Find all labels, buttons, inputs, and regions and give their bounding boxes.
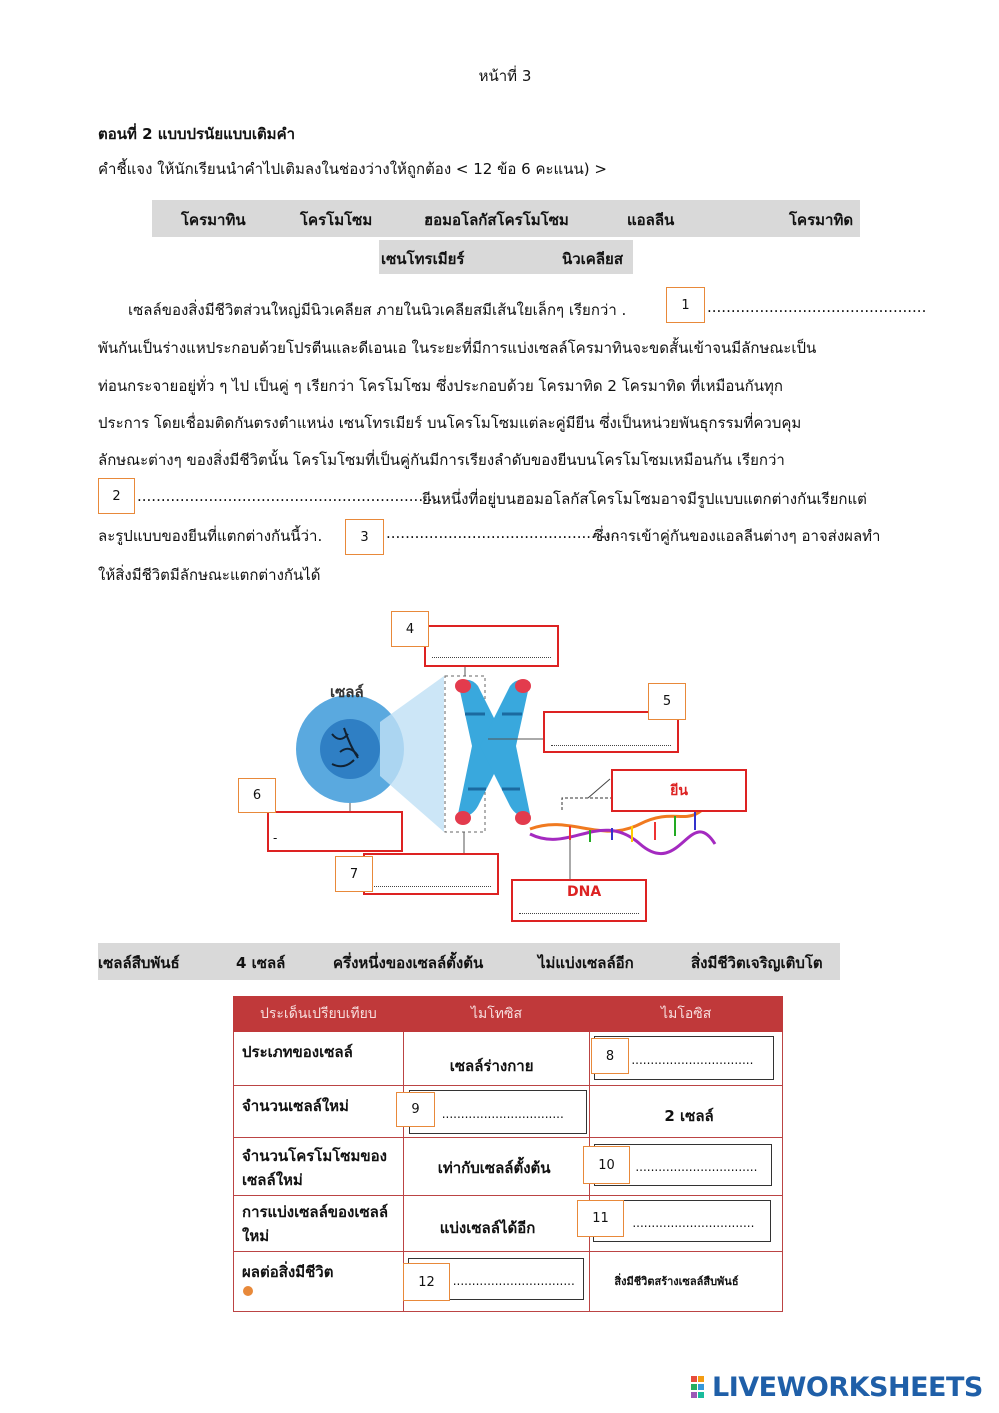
comparison-table <box>233 996 783 1312</box>
dna-label: DNA <box>567 884 602 900</box>
word-bank-item: ไม่แบ่งเซลล์อีก <box>538 954 634 972</box>
blank-6-input[interactable]: 6 <box>238 778 276 813</box>
liveworksheets-logo-icon <box>691 1376 711 1400</box>
chromatid-right <box>480 680 530 816</box>
word-bank-item: สิ่งมีชีวิตเจริญเติบโต <box>691 954 823 972</box>
answer-dots: ................................ <box>635 1160 758 1174</box>
paragraph-line: ให้สิ่งมีชีวิตมีลักษณะแตกต่างกันได้ <box>98 566 321 584</box>
word-bank-item: โครมาทิด <box>789 211 854 229</box>
blank-7-input[interactable]: 7 <box>335 856 373 892</box>
row-label: การแบ่งเซลล์ของเซลล์ใหม่ <box>242 1203 389 1245</box>
diagram-box-4 <box>424 625 559 667</box>
blank-9-input[interactable]: 9 <box>396 1092 435 1127</box>
answer-dots: ................................ <box>441 1107 564 1121</box>
answer-dots: ................................ <box>452 1274 575 1288</box>
word-bank-item: โครมาทิน <box>181 211 246 229</box>
word-bank-item: เซลล์สืบพันธ์ <box>98 954 180 972</box>
blank-4-input[interactable]: 4 <box>391 611 429 647</box>
mitosis-value: แบ่งเซลล์ได้อีก <box>439 1219 536 1237</box>
word-bank-item: 4 เซลล์ <box>236 954 286 972</box>
word-bank-item: แอลลีน <box>627 211 675 229</box>
paragraph-line: ลักษณะต่างๆ ของสิ่งมีชีวิตนั้น โครโมโซมที่เป็นคู่กันมีการเรียงลำดับของยีนบนโครโมโซมเหมือนกัน เรียกว่า <box>98 451 785 469</box>
column-header: ประเด็นเปรียบเทียบ <box>234 997 404 1032</box>
gene-label: ยีน <box>670 782 688 799</box>
box-6-mark: - <box>273 831 278 845</box>
paragraph-line: ละรูปแบบของยีนที่แตกต่างกันนี้ว่า. <box>98 527 323 545</box>
word-bank-item: นิวเคลียส <box>562 250 623 268</box>
word-bank-2 <box>98 943 840 980</box>
mitosis-answer-field <box>409 1090 587 1134</box>
blank-2-input[interactable]: 2 <box>98 478 135 514</box>
cell-label: เซลล์ <box>330 683 364 701</box>
table-row <box>234 1086 783 1138</box>
diagram-box-6 <box>267 811 403 852</box>
table-row <box>234 1196 783 1252</box>
word-bank-item: ครึ่งหนึ่งของเซลล์ตั้งต้น <box>333 954 484 972</box>
meiosis-value: สิ่งมีชีวิตสร้างเซลล์สืบพันธ์ <box>614 1275 739 1288</box>
mitosis-value: เท่ากับเซลล์ตั้งต้น <box>437 1159 551 1177</box>
paragraph-line: ประการ โดยเชื่อมติดกันตรงตำแหน่ง เซนโทรเมียร์ บนโครโมโซมแต่ละคู่มียีน ซึ่งเป็นหน่วยพันธุกรรมที่ควบคุม <box>98 414 802 432</box>
paragraph-line: เซลล์ของสิ่งมีชีวิตส่วนใหญ่มีนิวเคลียส ภายในนิวเคลียสมีเส้นใยเล็กๆ เรียกว่า . <box>128 301 627 319</box>
decor-dot <box>243 1286 253 1296</box>
row-label: จำนวนโครโมโซมของเซลล์ใหม่ <box>242 1147 387 1189</box>
instruction: คำชี้แจง ให้นักเรียนนำคำไปเติมลงในช่องว่างให้ถูกต้อง < 12 ข้อ 6 คะแนน) > <box>98 160 607 178</box>
blank-8-input[interactable]: 8 <box>591 1038 629 1074</box>
table-header-row <box>234 997 783 1032</box>
blank-1-input[interactable]: 1 <box>666 287 705 323</box>
paragraph-line: ท่อนกระจายอยู่ทั่ว ๆ ไป เป็นคู่ ๆ เรียกว่า โครโมโซม ซึ่งประกอบด้วย โครมาทิด 2 โครมาทิด ที่เหมือนกันทุก <box>98 377 783 395</box>
paragraph-dots: .............................................. <box>707 298 927 316</box>
row-label: ผลต่อสิ่งมีชีวิต <box>242 1263 334 1281</box>
word-bank-item: เซนโทรเมียร์ <box>381 250 465 268</box>
blank-5-input[interactable]: 5 <box>648 683 686 720</box>
answer-dots: ................................ <box>631 1053 754 1067</box>
dna-strand-2 <box>530 830 715 853</box>
row-label: จำนวนเซลล์ใหม่ <box>242 1097 349 1115</box>
word-bank-row-1 <box>152 200 860 237</box>
paragraph-dots: ............................................................... <box>137 487 438 505</box>
blank-11-input[interactable]: 11 <box>577 1200 624 1237</box>
answer-dots: ................................ <box>632 1216 755 1230</box>
blank-3-input[interactable]: 3 <box>345 519 384 555</box>
word-bank-item: ฮอมอโลกัสโครโมโซม <box>424 211 569 229</box>
mitosis-value: เซลล์ร่างกาย <box>449 1057 534 1075</box>
diagram-box-7 <box>363 853 499 895</box>
row-label: ประเภทของเซลล์ <box>242 1043 353 1061</box>
footer-brand[interactable]: LIVEWORKSHEETS <box>712 1372 983 1403</box>
paragraph-line: ยีนหนึ่งที่อยู่บนฮอมอโลกัสโครโมโซมอาจมีรูปแบบแตกต่างกันเรียกแต่ <box>422 490 867 508</box>
gene-label-box <box>611 769 747 812</box>
section-heading: ตอนที่ 2 แบบปรนัยแบบเติมคำ <box>98 125 296 143</box>
paragraph-line: ซึ่งการเข้าคู่กันของแอลลีนต่างๆ อาจส่งผลทำ <box>593 527 881 545</box>
word-bank-row-2 <box>379 240 633 274</box>
table-row <box>234 1252 783 1312</box>
paragraph-dots: .................................................. <box>386 524 625 542</box>
column-header: ไมโทซิส <box>403 997 590 1032</box>
word-bank-item: โครโมโซม <box>300 211 373 229</box>
meiosis-value: 2 เซลล์ <box>664 1107 714 1125</box>
column-header: ไมโอซิส <box>590 997 783 1032</box>
blank-10-input[interactable]: 10 <box>583 1146 630 1184</box>
table-row <box>234 1032 783 1086</box>
dna-label-box <box>511 879 647 922</box>
page-title: หน้าที่ 3 <box>478 67 532 85</box>
paragraph-line: พันกันเป็นร่างแหประกอบด้วยโปรตีนและดีเอนเอ ในระยะที่มีการแบ่งเซลล์โครมาทินจะขดสั้นเข้าจนมีลักษณะเป็น <box>98 339 817 357</box>
blank-12-input[interactable]: 12 <box>403 1263 450 1301</box>
zoom-projection <box>380 676 444 832</box>
table-row <box>234 1138 783 1196</box>
